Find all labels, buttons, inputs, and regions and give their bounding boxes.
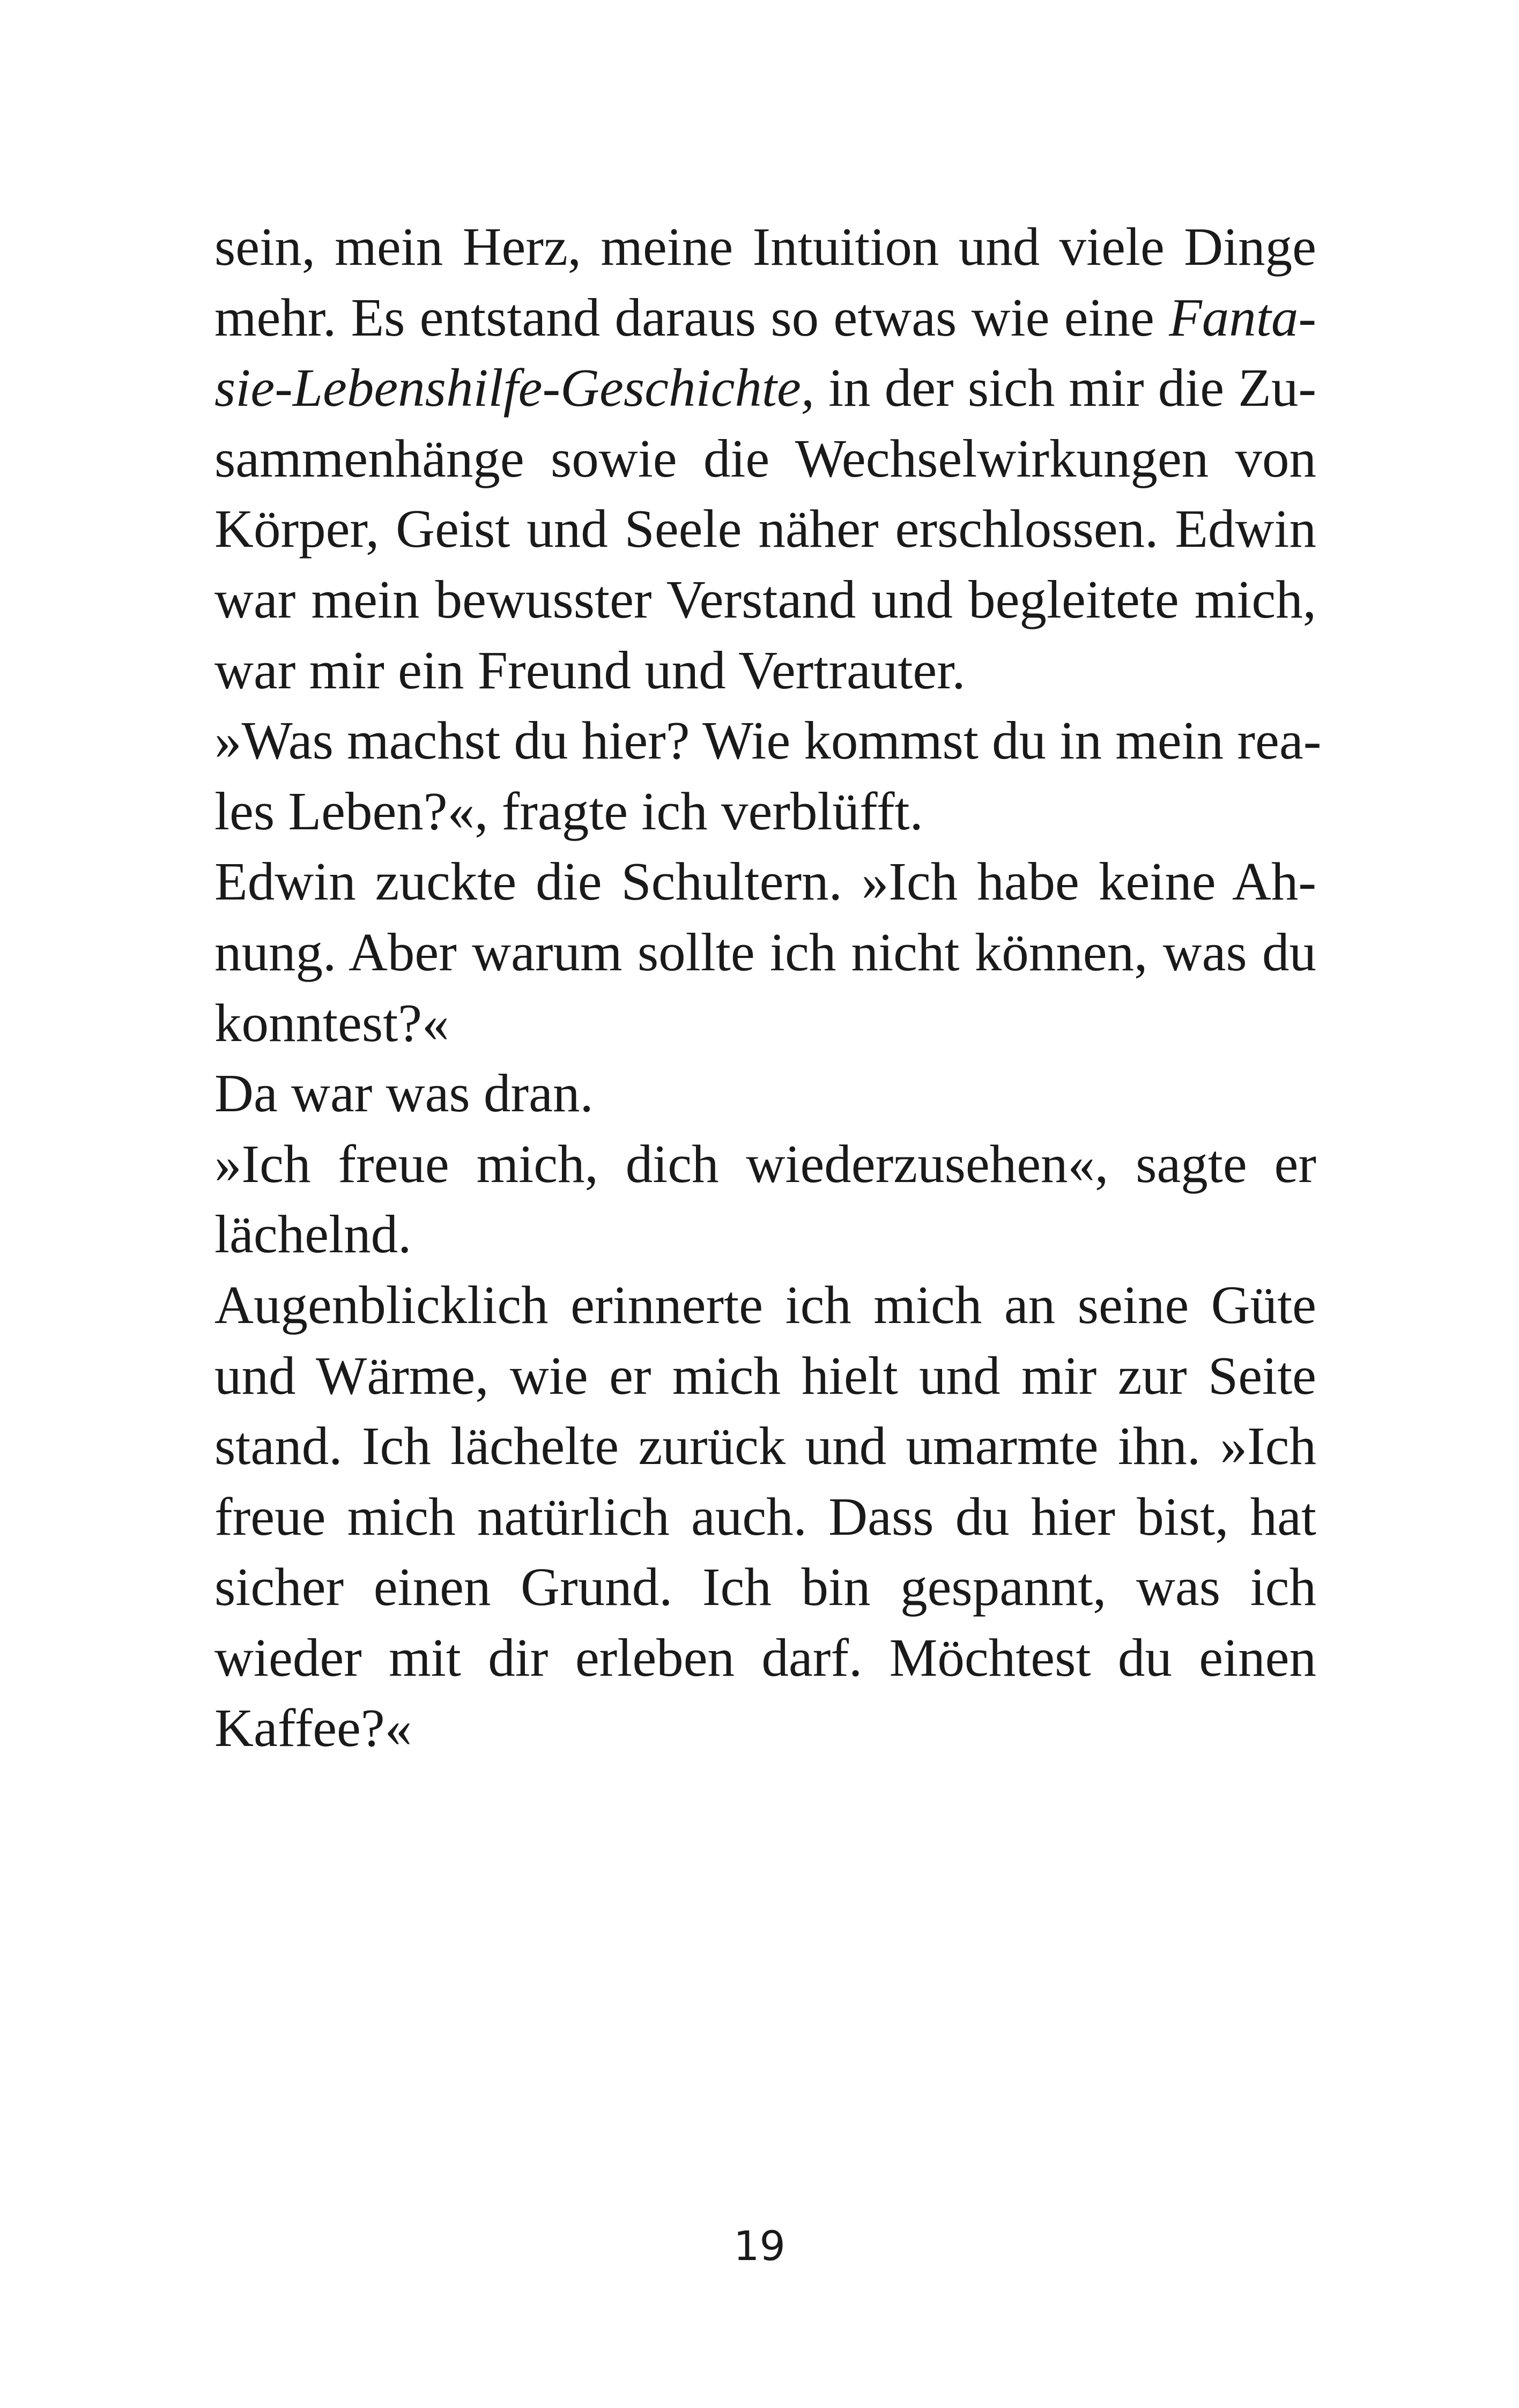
text-line: nung. Aber warum sollte ich nicht können, was du bbox=[214, 921, 1316, 982]
text-line: konntest?« bbox=[214, 992, 449, 1053]
text-line: und Wärme, wie er mich hielt und mir zur Seite bbox=[214, 1345, 1316, 1406]
italic-phrase: Fanta- bbox=[1169, 287, 1316, 347]
page-number: 19 bbox=[733, 2222, 786, 2270]
text-line: freue mich natürlich auch. Dass du hier bist, hat bbox=[214, 1486, 1316, 1547]
text-line: Edwin zuckte die Schultern. »Ich habe keine Ah- bbox=[214, 851, 1316, 912]
text-line: sie-Lebenshilfe-Geschichte, in der sich mir die Zu- bbox=[214, 358, 1316, 418]
text-line: Kaffee?« bbox=[214, 1698, 412, 1758]
text-line: Augenblicklich erinnerte ich mich an seine Güte bbox=[214, 1274, 1316, 1335]
text-line: war mein bewusster Verstand und begleitete mich, bbox=[214, 569, 1316, 629]
text-line: wieder mit dir erleben darf. Möchtest du einen bbox=[214, 1627, 1316, 1688]
text-line: les Leben?«, fragte ich verblüfft. bbox=[214, 781, 923, 841]
text-line: sein, mein Herz, meine Intuition und viele Dinge bbox=[214, 217, 1316, 277]
text-line: stand. Ich lächelte zurück und umarmte ihn. »Ich bbox=[214, 1416, 1316, 1476]
text-line: Körper, Geist und Seele näher erschlossen. Edwin bbox=[214, 499, 1316, 559]
body-text bbox=[214, 212, 1322, 1764]
text-line: sammenhänge sowie die Wechselwirkungen von bbox=[214, 428, 1316, 488]
text-line: Da war was dran. bbox=[214, 1063, 594, 1124]
italic-phrase: sie-Lebenshilfe-Geschichte, bbox=[214, 358, 815, 418]
text-line: lächelnd. bbox=[214, 1204, 412, 1265]
text-line: »Was machst du hier? Wie kommst du in mein rea- bbox=[214, 710, 1322, 771]
text-line: war mir ein Freund und Vertrauter. bbox=[214, 640, 966, 700]
text-line: mehr. Es entstand daraus so etwas wie eine Fanta- bbox=[214, 287, 1316, 347]
text-line: »Ich freue mich, dich wiederzusehen«, sagte er bbox=[214, 1133, 1316, 1194]
text-line: sicher einen Grund. Ich bin gespannt, was ich bbox=[214, 1557, 1316, 1617]
